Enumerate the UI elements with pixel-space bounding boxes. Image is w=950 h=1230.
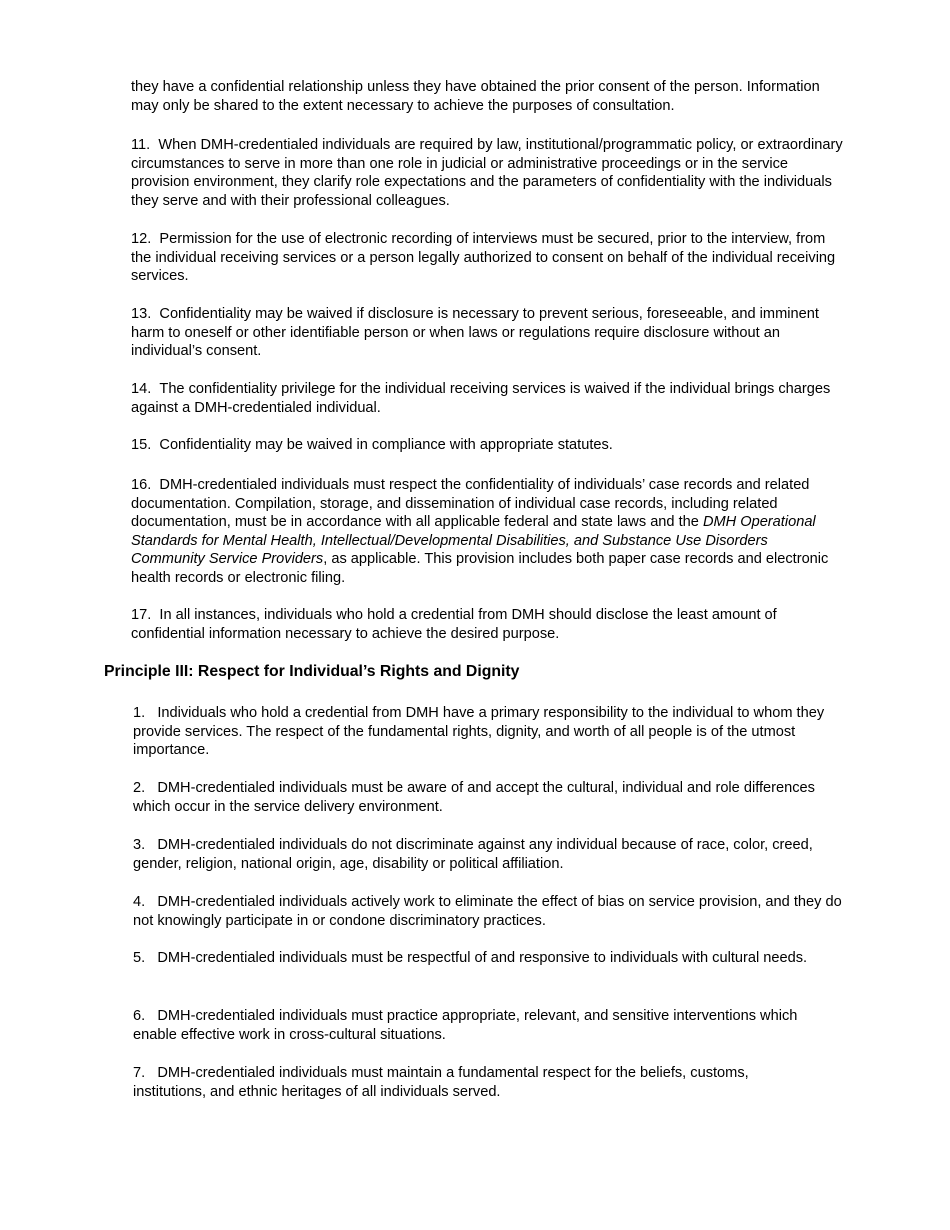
- item-text: Confidentiality may be waived in compliance with appropriate statutes.: [159, 437, 613, 453]
- item-text: The confidentiality privilege for the individual receiving services is waived if the individual brings charges against a DMH-credentialed individual.: [131, 381, 831, 416]
- item-text: DMH-credentialed individuals must maintain a fundamental respect for the beliefs, customs, institutions, and ethnic heritages of all individuals served.: [133, 1065, 749, 1100]
- list-item-15: [131, 436, 831, 455]
- item-number: 16.: [131, 477, 152, 493]
- item-number: 17.: [131, 607, 152, 623]
- paragraph-continuation: [131, 78, 821, 115]
- item-text: DMH-credentialed individuals must be respectful of and responsive to individuals with cultural needs.: [157, 950, 808, 966]
- item-text: In all instances, individuals who hold a credential from DMH should disclose the least amount of confidential information necessary to achieve the desired purpose.: [131, 607, 777, 642]
- item-text: Individuals who hold a credential from DMH have a primary responsibility to the individual to whom they provide services. The respect of the fundamental rights, dignity, and worth of all people is of the utmost importance.: [133, 705, 825, 759]
- item-number: 12.: [131, 231, 152, 247]
- item-text: Confidentiality may be waived if disclosure is necessary to prevent serious, foreseeable, and imminent harm to oneself or other identifiable person or when laws or regulations require disclosure without an individual’s consent.: [131, 306, 819, 360]
- principle-iii-item-4: [133, 893, 843, 930]
- item-number: 7.: [133, 1065, 146, 1081]
- principle-iii-item-7: [133, 1064, 823, 1101]
- principle-iii-item-6: [133, 1007, 845, 1044]
- operational-standards-title: DMH Operational Standards for Mental Health, Intellectual/Developmental Disabilities, and Substance Use Disorders Community Service Providers: [131, 514, 816, 568]
- item-number: 2.: [133, 780, 146, 796]
- principle-iii-heading: Principle III: Respect for Individual’s Rights and Dignity: [104, 663, 520, 680]
- item-text: DMH-credentialed individuals must practice appropriate, relevant, and sensitive interventions which enable effective work in cross-cultural situations.: [133, 1008, 798, 1043]
- item-text: they have a confidential relationship unless they have obtained the prior consent of the person. Information may only be shared to the extent necessary to achieve the purposes of consultation.: [131, 79, 820, 114]
- item-text-before: DMH-credentialed individuals must respect the confidentiality of individuals’ case records and related documentation. Compilation, storage, and dissemination of individual case records, including related documentation, must be in accordance with all applicable federal and state laws and the: [131, 477, 810, 531]
- item-text: When DMH-credentialed individuals are required by law, institutional/programmatic policy, or extraordinary circumstances to serve in more than one role in judicial or administrative proceedings or in the service provision environment, they clarify role expectations and the parameters of confidentiality with the individuals they serve and with their professional colleagues.: [131, 137, 843, 209]
- list-item-16: [131, 476, 845, 588]
- principle-iii-item-3: [133, 836, 823, 873]
- principle-iii-item-2: [133, 779, 823, 816]
- item-number: 13.: [131, 306, 152, 322]
- item-number: 3.: [133, 837, 146, 853]
- item-number: 1.: [133, 705, 146, 721]
- item-number: 5.: [133, 950, 146, 966]
- item-text: Permission for the use of electronic recording of interviews must be secured, prior to the interview, from the individual receiving services or a person legally authorized to consent on behalf of the individual receiving services.: [131, 231, 836, 285]
- item-text: DMH-credentialed individuals do not discriminate against any individual because of race, color, creed, gender, religion, national origin, age, disability or political affiliation.: [133, 837, 813, 872]
- item-number: 15.: [131, 437, 152, 453]
- list-item-11: [131, 136, 843, 210]
- list-item-12: [131, 230, 843, 286]
- item-text: DMH-credentialed individuals must be aware of and accept the cultural, individual and role differences which occur in the service delivery environment.: [133, 780, 815, 815]
- list-item-13: [131, 305, 821, 361]
- item-number: 4.: [133, 894, 146, 910]
- item-text: DMH-credentialed individuals actively work to eliminate the effect of bias on service provision, and they do not knowingly participate in or condone discriminatory practices.: [133, 894, 842, 929]
- list-item-14: [131, 380, 831, 417]
- item-number: 11.: [131, 137, 151, 153]
- item-text-after: , as applicable. This provision includes both paper case records and electronic health records or electronic filing.: [131, 551, 829, 586]
- item-number: 6.: [133, 1008, 146, 1024]
- principle-iii-item-1: [133, 704, 843, 760]
- list-item-17: [131, 606, 831, 643]
- item-number: 14.: [131, 381, 152, 397]
- principle-iii-item-5: [133, 949, 823, 968]
